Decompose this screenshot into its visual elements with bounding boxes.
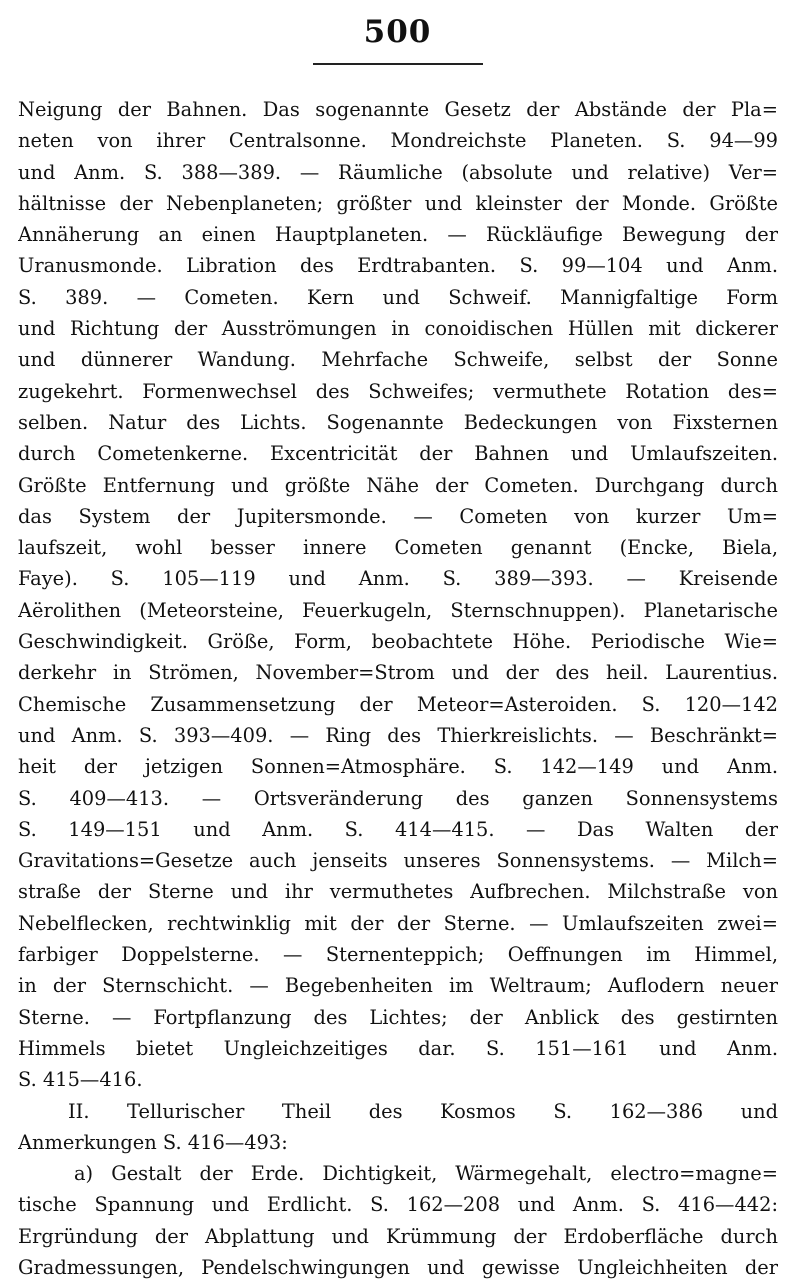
text-line: und Anm. S. 393—409. — Ring des Thierkreislichts. — Beschränkt= [18, 723, 778, 747]
text-line: Himmels bietet Ungleichzeitiges dar. S. 151—161 und Anm. [18, 1036, 778, 1060]
text-line: laufszeit, wohl besser innere Cometen genannt (Encke, Biela, [18, 536, 778, 560]
body-text [18, 94, 778, 1283]
text-line: Gravitations=Gesetze auch jenseits unseres Sonnensystems. — Milch= [18, 849, 778, 873]
text-line: Neigung der Bahnen. Das sogenannte Gesetz der Abstände der Pla= [18, 98, 778, 121]
text-line: Geschwindigkeit. Größe, Form, beobachtete Höhe. Periodische Wie= [18, 630, 778, 654]
text-line: Uranusmonde. Libration des Erdtrabanten. S. 99—104 und Anm. [18, 254, 778, 278]
text-line: das System der Jupitersmonde. — Cometen von kurzer Um= [18, 504, 778, 528]
text-line: Ergründung der Abplattung und Krümmung der Erdoberfläche durch [18, 1224, 778, 1248]
text-line: S. 149—151 und Anm. S. 414—415. — Das Walten der [18, 817, 778, 841]
text-line: Chemische Zusammensetzung der Meteor=Asteroiden. S. 120—142 [18, 692, 778, 716]
section-heading: II. Tellurischer Theil des Kosmos S. 162—386 und [68, 1099, 778, 1123]
text-line: S. 415—416. [18, 1068, 143, 1092]
header-rule [313, 63, 483, 65]
text-line: farbiger Doppelsterne. — Sternenteppich; Oeffnungen im Himmel, [18, 943, 778, 967]
text-line: Nebelflecken, rechtwinklig mit der der Sterne. — Umlaufszeiten zwei= [18, 911, 778, 935]
text-line: derkehr in Strömen, November=Strom und der des heil. Laurentius. [18, 661, 778, 685]
text-line: Größte Entfernung und größte Nähe der Cometen. Durchgang durch [18, 473, 778, 497]
text-line: hältnisse der Nebenplaneten; größter und kleinster der Monde. Größte [18, 191, 778, 215]
text-line: tische Spannung und Erdlicht. S. 162—208 und Anm. S. 416—442: [18, 1193, 778, 1217]
text-line: S. 409—413. — Ortsveränderung des ganzen Sonnensystems [18, 786, 778, 810]
text-line: Faye). S. 105—119 und Anm. S. 389—393. — Kreisende [18, 567, 778, 591]
text-line: Anmerkungen S. 416—493: [18, 1130, 288, 1154]
text-line: heit der jetzigen Sonnen=Atmosphäre. S. 142—149 und Anm. [18, 755, 778, 779]
text-line: Gradmessungen, Pendelschwingungen und gewisse Ungleichheiten der [18, 1255, 778, 1279]
text-line: und Anm. S. 388—389. — Räumliche (absolute und relative) Ver= [18, 160, 778, 184]
text-line: und dünnerer Wandung. Mehrfache Schweife, selbst der Sonne [18, 348, 778, 372]
text-line: selben. Natur des Lichts. Sogenannte Bedeckungen von Fixsternen [18, 410, 778, 434]
text-line: in der Sternschicht. — Begebenheiten im Weltraum; Auflodern neuer [18, 974, 778, 998]
text-line: S. 389. — Cometen. Kern und Schweif. Mannigfaltige Form [18, 285, 778, 309]
text-line: durch Cometenkerne. Excentricität der Bahnen und Umlaufszeiten. [18, 442, 778, 466]
text-line: Annäherung an einen Hauptplaneten. — Rückläufige Bewegung der [18, 223, 778, 247]
text-line: zugekehrt. Formenwechsel des Schweifes; vermuthete Rotation des= [18, 379, 778, 403]
text-line: neten von ihrer Centralsonne. Mondreichste Planeten. S. 94—99 [18, 129, 778, 153]
text-line: straße der Sterne und ihr vermuthetes Aufbrechen. Milchstraße von [18, 880, 778, 904]
text-line: und Richtung der Ausströmungen in conoidischen Hüllen mit dickerer [18, 317, 778, 341]
text-line: Aërolithen (Meteorsteine, Feuerkugeln, Sternschnuppen). Planetarische [18, 598, 778, 622]
subsection-heading: a) Gestalt der Erde. Dichtigkeit, Wärmegehalt, electro=magne= [74, 1162, 778, 1186]
page-number: 500 [363, 14, 432, 50]
text-line: Sterne. — Fortpflanzung des Lichtes; der Anblick des gestirnten [18, 1005, 778, 1029]
